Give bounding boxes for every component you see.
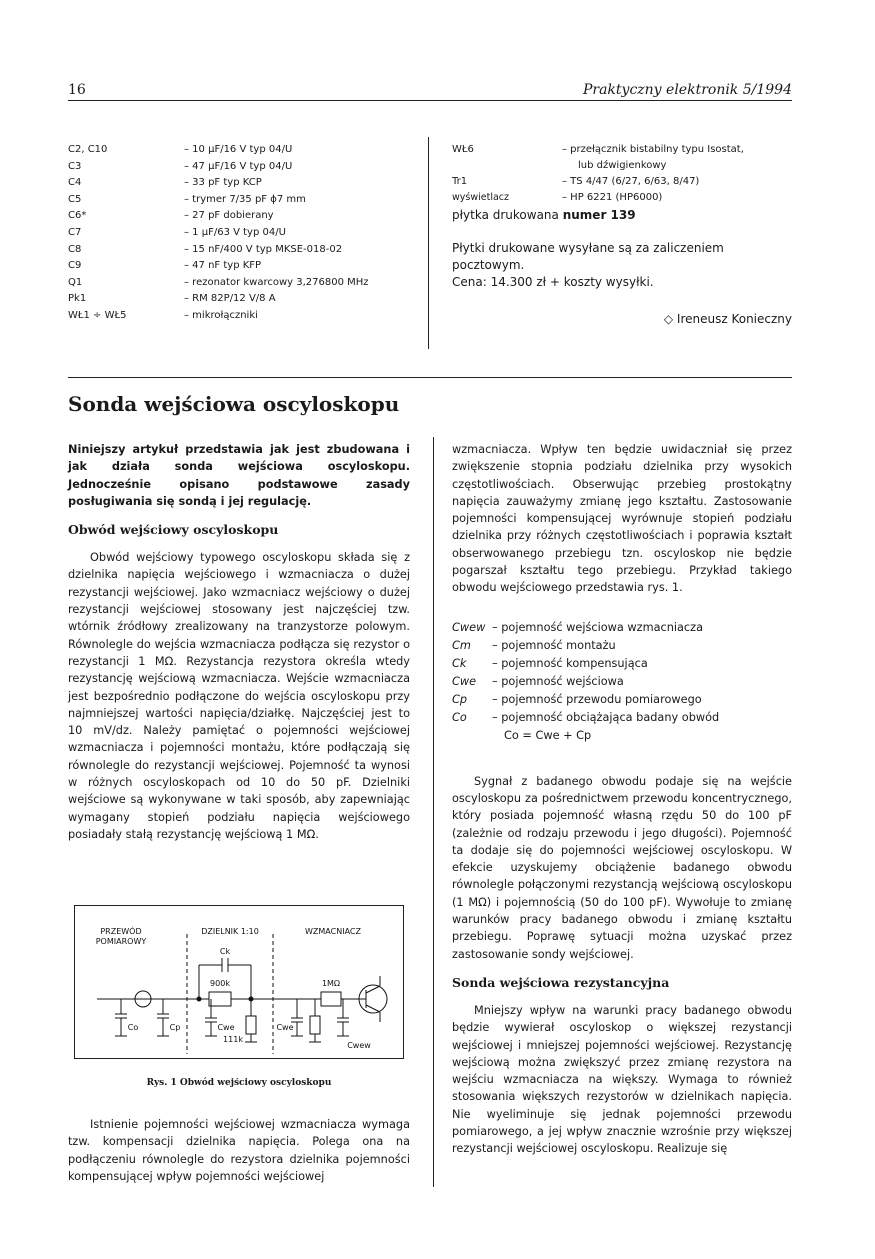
part-value: – przełącznik bistabilny typu Isostat, [562, 144, 744, 155]
label-cwew: Cwew [347, 1041, 371, 1050]
pcb-number: numer 139 [562, 208, 636, 222]
parts-list-right [452, 142, 792, 328]
part-value: – HP 6221 (HP6000) [562, 192, 663, 203]
symbol: Cm [452, 638, 471, 652]
part-value: – 1 µF/63 V typ 04/U [184, 226, 286, 238]
section-heading: Sonda wejściowa rezystancyjna [452, 974, 670, 990]
section-rule [68, 377, 792, 378]
label-co: Co [127, 1023, 139, 1032]
header-rule [68, 100, 792, 101]
part-name: C5 [68, 193, 82, 205]
part-value: – 47 µF/16 V typ 04/U [184, 160, 293, 172]
paragraph: Istnienie pojemności wejściowej wzmacniacza wymaga tzw. kompensacji dzielnika napięcia. Polega ona na podłączeniu równolegle do rezystora dzielnika pojemności kompensującej wpływ pojemności wejściowej [68, 1118, 410, 1183]
part-value: – rezonator kwarcowy 3,276800 MHz [184, 276, 369, 288]
shipping-line-1: Płytki drukowane wysyłane są za zaliczeniem [452, 241, 724, 255]
part-value: – RM 82P/12 V/8 A [184, 293, 276, 305]
part-value: – mikrołączniki [184, 309, 258, 321]
part-name: C6* [68, 210, 87, 222]
label-111k: 111k [223, 1035, 243, 1044]
parts-list-row [68, 208, 369, 225]
column-divider-top [428, 137, 429, 349]
symbol-description: – pojemność obciążająca badany obwód [492, 710, 720, 724]
part-name: C4 [68, 177, 82, 189]
part-value-continued: lub dźwigienkowy [578, 160, 667, 171]
parts-list-row [68, 242, 369, 259]
symbol-row [452, 709, 792, 727]
part-value: – TS 4/47 (6/27, 6/63, 8/47) [562, 176, 700, 187]
symbol-description: – pojemność wejściowa wzmacniacza [492, 620, 703, 634]
parts-list-row [68, 308, 369, 325]
parts-list-row [68, 225, 369, 242]
price: Cena: 14.300 zł + koszty wysyłki. [452, 275, 654, 289]
label-cwe: Cwe [217, 1023, 235, 1032]
label-cwe-2: Cwe [276, 1023, 294, 1032]
symbol: Cp [452, 692, 468, 706]
parts-list [68, 142, 369, 325]
part-name: C3 [68, 160, 82, 172]
journal-title: Praktyczny elektronik 5/1994 [582, 82, 792, 98]
part-value: – 33 pF typ KCP [184, 177, 262, 189]
part-value: – 27 pF dobierany [184, 210, 274, 222]
circuit-diagram [75, 906, 403, 1058]
part-name: C8 [68, 243, 82, 255]
paragraph: Sygnał z badanego obwodu podaje się na wejście oscyloskopu za pośrednictwem przewodu koncentrycznego, który posiada pojemność własną rzędu 50 do 100 pF (zależnie od rodzaju przewodu i jego długości). Pojemność ta dodaje się do pojemności wejściowej oscyloskopu. W efekcie uzyskujemy obciążenie badanego obwodu równolegle połączonymi rezystancją wejściową oscyloskopu (1 MΩ) i pojemnością (50 do 100 pF). Wywołuje to zmianę warunków pracy badanego obwodu i zmianę kształtu przebiegu. Poprawę sytuacji można uzyskać przez zastosowanie sondy wejściowej. [452, 774, 792, 961]
part-value: – 10 µF/16 V typ 04/U [184, 144, 293, 155]
part-name: wyświetlacz [452, 192, 509, 203]
label-amplifier: WZMACNIACZ [305, 927, 361, 936]
part-name: Q1 [68, 276, 83, 288]
lead-paragraph: Niniejszy artykuł przedstawia jak jest zbudowana i jak działa sonda wejściowa oscyloskopu. Jednocześnie opisano podstawowe zasady posługiwania się sondą i jej regulację. [68, 443, 410, 508]
label-divider: DZIELNIK 1:10 [201, 927, 259, 936]
parts-list-row [68, 142, 369, 159]
label-probe-1: PRZEWÓD [100, 927, 142, 936]
article-title: Sonda wejściowa oscyloskopu [68, 392, 400, 416]
part-name: WŁ6 [452, 144, 474, 155]
symbol-description: – pojemność montażu [492, 638, 616, 652]
parts-list-row [68, 258, 369, 275]
symbol-list [452, 619, 792, 727]
part-value: – 47 nF typ KFP [184, 260, 262, 272]
part-name: C9 [68, 260, 82, 272]
part-name: C2, C10 [68, 144, 108, 155]
paragraph: Obwód wejściowy typowego oscyloskopu składa się z dzielnika napięcia wejściowego i wzmacniacza o dużej rezystancji wejściowej. Jako wzmacniacz wejściowy o dużej rezystancji wejściowej stosowany jest najczęściej tzw. wtórnik źródłowy zrealizowany na tranzystorze polowym. Równolegle do wejścia wzmacniacza podłącza się rezystor o rezystancji 1 MΩ. Rezystancja rezystora określa wtedy rezystancję wejściową wzmacniacza. Wejście wzmacniacza jest bezpośrednio podłączone do wejścia oscyloskopu przy najmniejszej wartości napięcia/działkę. Najczęściej jest to 10 mV/dz. Należy pamiętać o pojemności wejściowej wzmacniacza i pojemności montażu, które podłączają się równolegle do rezystancji wejściowej. Pojemność ta wynosi w różnych oscyloskopach od 10 do 50 pF. Dzielniki wejściowe są wykonywane w taki sposób, aby zapewniając wymagany stopień podziału napięcia wejściowego posiadały stałą rezystancję wejściową 1 MΩ. [68, 551, 410, 841]
paragraph: wzmacniacza. Wpływ ten będzie uwidaczniał się przez zwiększenie stopnia podziału dzielnika przy wysokich częstotliwościach. Obserwując przebieg prostokątny napięcia zauważymy zmianę jego kształtu. Zastosowanie pojemności kompensującej wyrównuje stopień podziału dzielnika przy różnych częstotliwościach i poprawia kształt obserwowanego przebiegu tzn. oscyloskop nie będzie pogarszał kształtu tego przebiegu. Przykład takiego obwodu wejściowego przedstawia rys. 1. [452, 443, 792, 595]
shipping-line-2: pocztowym. [452, 258, 525, 272]
author: ◇ Ireneusz Konieczny [663, 312, 792, 326]
symbol-description: – pojemność kompensująca [492, 656, 648, 670]
part-name: WŁ1 ÷ WŁ5 [68, 309, 127, 321]
part-value: – 15 nF/400 V typ MKSE-018-02 [184, 243, 343, 255]
page-number: 16 [68, 82, 86, 98]
part-value: – trymer 7/35 pF ϕ7 mm [184, 193, 306, 205]
symbol-row [452, 619, 792, 637]
part-name: Pk1 [68, 293, 87, 305]
part-name: C7 [68, 226, 82, 238]
section-heading: Obwód wejściowy oscyloskopu [68, 522, 279, 538]
parts-list-row [68, 291, 369, 308]
label-cp: Cp [169, 1023, 181, 1032]
figure-caption: Rys. 1 Obwód wejściowy oscyloskopu [146, 1078, 332, 1088]
parts-list-row [68, 192, 369, 209]
column-divider [433, 437, 434, 1187]
label-probe-2: POMIAROWY [95, 937, 147, 946]
symbol: Cwew [452, 620, 486, 634]
pcb-label: płytka drukowana [452, 208, 559, 222]
label-900k: 900k [210, 979, 230, 988]
symbol-row [452, 637, 792, 655]
symbol-row [452, 673, 792, 691]
paragraph: Mniejszy wpływ na warunki pracy badanego obwodu będzie wywierał oscyloskop o większej rezystancji wejściowej i mniejszej pojemności wejściowej. Rezystancję wejściową można zwiększyć przez zmianę rezystora na wejściu wzmacniacza na większy. Wymaga to również stosowania większych rezystorów w dzielnikach napięcia. Nie wyeliminuje się jednak pojemności przewodu pomiarowego, a jej wpływ znacznie wzrośnie przy większej rezystancji wejściowej oscyloskopu. Realizuje się [452, 1003, 792, 1156]
symbol-description: – pojemność przewodu pomiarowego [492, 692, 702, 706]
symbol-row [452, 655, 792, 673]
symbol: Ck [452, 656, 467, 670]
label-ck: Ck [219, 947, 231, 956]
label-1m: 1MΩ [321, 979, 341, 988]
symbol: Cwe [452, 674, 477, 688]
figure-box [74, 905, 404, 1059]
symbol-description: – pojemność wejściowa [492, 674, 624, 688]
symbol: Co [452, 710, 467, 724]
symbol-row [452, 691, 792, 709]
parts-list-row [68, 159, 369, 176]
formula: Co = Cwe + Cp [504, 728, 592, 742]
part-name: Tr1 [452, 176, 468, 187]
parts-list-row [68, 175, 369, 192]
parts-list-row [68, 275, 369, 292]
